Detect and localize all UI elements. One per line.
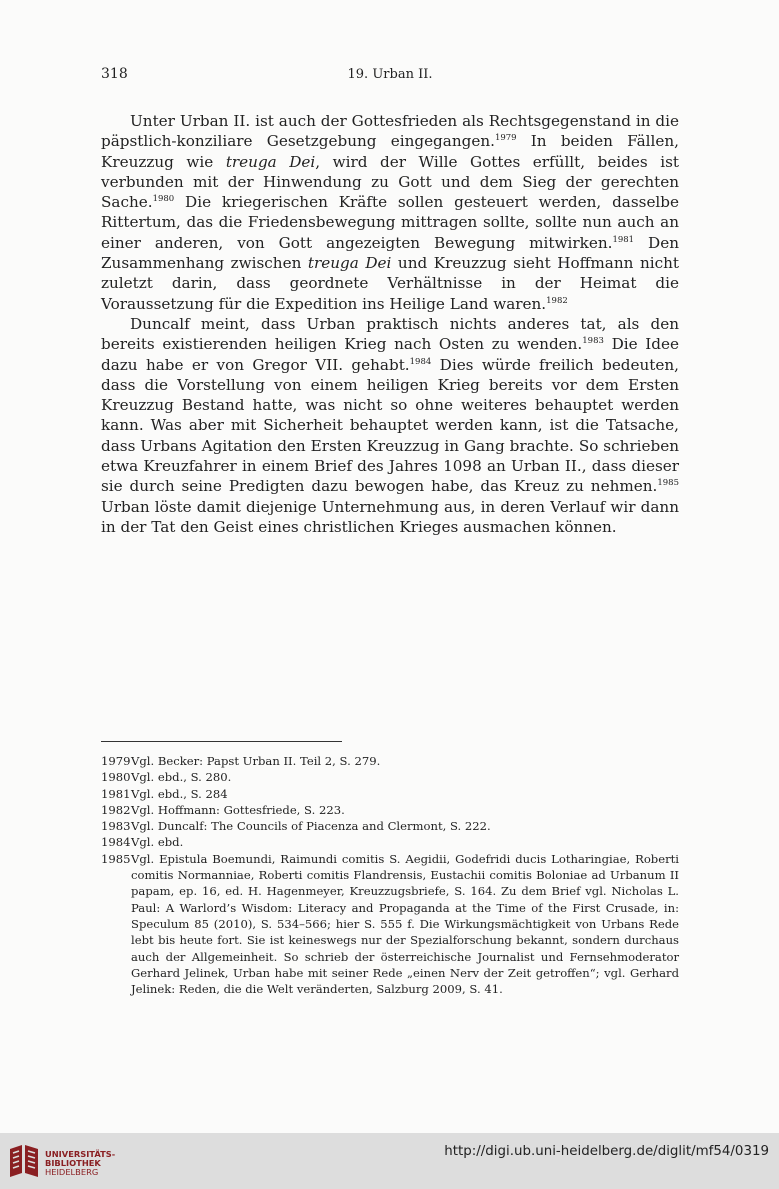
- italic-term: treuga Dei: [225, 152, 316, 171]
- footnote-number: 1979: [101, 754, 131, 768]
- page-number: 318: [101, 66, 128, 82]
- footnote-text: Vgl. ebd., S. 284: [131, 786, 228, 801]
- footnote-rule: [101, 741, 342, 742]
- italic-term: treuga Dei: [307, 254, 392, 273]
- footnote: [101, 753, 679, 769]
- footnote-ref[interactable]: 1981: [612, 234, 635, 245]
- footnote: [101, 818, 679, 834]
- footnote-ref[interactable]: 1980: [152, 194, 175, 205]
- footnote-text: Vgl. Epistula Boemundi, Raimundi comitis S. Aegidii, Godefridi ducis Lotharingiae, Roberti comitis Normanniae, Roberti comitis Flandrensis, Eustachii comitis Boloniae ad Urbanum II papam, ep. 16, ed. H. Hagenmeyer, Kreuzzugsbriefe, S. 164. Zu dem Brief vgl. Nicholas L. Paul: A Warlord’s Wisdom: Literacy and Propaganda at the Time of the First Crusade, in: Speculum 85 (2010), S. 534–566; hier S. 555 f. Die Wirkungsmächtigkeit von Urbans Rede lebt bis heute fort. Sie ist keineswegs nur der Spezialforschung bekannt, sondern durchaus auch der Allgemeinheit. So schrieb der österreichische Journalist und Fernsehmoderator Gerhard Jelinek, Urban habe mit seiner Rede „einen Nerv der Zeit getroffen“; vgl. Gerhard Jelinek: Reden, die die Welt veränderten, Salzburg 2009, S. 41.: [131, 851, 679, 997]
- running-head: [101, 66, 679, 86]
- text-span: Unter Urban II. ist auch der Gottesfrieden als Rechtsgegenstand in die päpstlich-konziliare Gesetzgebung eingegangen.: [101, 112, 679, 151]
- text-span: Die Idee dazu habe er von Gregor VII. gehabt.: [101, 335, 679, 374]
- text-span: In beiden Fällen, Kreuzzug wie: [101, 132, 679, 171]
- text-span: Urban löste damit diejenige Unternehmung aus, in deren Verlauf wir dann in der Tat den Geist eines christlichen Krieges ausmachen können.: [101, 497, 679, 536]
- text-span: Duncalf meint, dass Urban praktisch nichts anderes tat, als den bereits existierenden heiligen Krieg nach Osten zu wenden.: [101, 314, 679, 354]
- footnote-ref[interactable]: 1985: [657, 478, 679, 489]
- logo-line: UNIVERSITÄTS-: [45, 1149, 116, 1159]
- footnote-number: 1983: [101, 819, 131, 834]
- text-span: Die kriegerischen Kräfte sollen gesteuert werden, dasselbe Rittertum, das die Friedensbewegung mittragen sollte, sollte nun auch an einer anderen, von Gott angezeigten Bewegung mitwirken.: [101, 193, 679, 252]
- footnote-text: Vgl. Duncalf: The Councils of Piacenza and Clermont, S. 222.: [131, 819, 491, 834]
- logo-wordmark: [45, 1150, 115, 1178]
- logo-line: HEIDELBERG: [45, 1167, 99, 1178]
- permalink-url[interactable]: http://digi.ub.uni-heidelberg.de/diglit/mf54/0319: [444, 1144, 769, 1159]
- footnotes: [101, 753, 679, 997]
- logo-line: BIBLIOTHEK: [45, 1158, 101, 1169]
- footnote: [101, 786, 679, 802]
- footnote-number: 1980: [101, 770, 131, 785]
- footnote-text: Vgl. Becker: Papst Urban II. Teil 2, S. 279.: [131, 754, 381, 768]
- chapter-title: 19. Urban II.: [347, 67, 433, 82]
- bottom-bar: [0, 1133, 779, 1189]
- paragraph-1: [101, 111, 679, 314]
- body-text: [101, 111, 679, 537]
- library-emblem-icon: [8, 1143, 40, 1179]
- footnote-number: 1985: [101, 851, 131, 866]
- footnote: [101, 834, 679, 850]
- footnote: [101, 802, 679, 818]
- footnote-number: 1984: [101, 835, 131, 850]
- text-span: Den Zusammenhang zwischen: [101, 233, 679, 273]
- footnote-ref[interactable]: 1982: [546, 295, 568, 306]
- footnote-number: 1981: [101, 786, 131, 801]
- text-span: und Kreuzzug sieht Hoffmann nicht zuletzt darin, dass geordnete Verhältnisse in der Heimat die Voraussetzung für die Expedition ins Heilige Land waren.: [101, 254, 679, 313]
- footnote: [101, 769, 679, 785]
- text-span: , wird der Wille Gottes erfüllt, beides ist verbunden mit der Hinwendung zu Gott und dem Sieg der gerechten Sache.: [101, 152, 679, 212]
- paragraph-2: [101, 314, 679, 537]
- footnote-text: Vgl. ebd., S. 280.: [131, 770, 232, 785]
- footnote-ref[interactable]: 1984: [409, 356, 432, 367]
- footnote-ref[interactable]: 1979: [494, 133, 517, 144]
- library-logo[interactable]: [8, 1143, 128, 1183]
- text-span: Dies würde freilich bedeuten, dass die Vorstellung von einem heiligen Krieg bereits vor dem Ersten Kreuzzug Bestand hatte, was nicht so ohne weiteres behauptet werden kann. Was aber mit Sicherheit behauptet werden kann, ist die Tatsache, dass Urbans Agitation den Ersten Kreuzzug in Gang brachte. So schrieben etwa Kreuzfahrer in einem Brief des Jahres 1098 an Urban II., dass dieser sie durch seine Predigten dazu bewogen habe, das Kreuz zu nehmen.: [101, 355, 679, 496]
- footnote-text: Vgl. Hoffmann: Gottesfriede, S. 223.: [131, 802, 345, 817]
- footnote-number: 1982: [101, 802, 131, 817]
- footnote: [101, 851, 679, 998]
- footnote-ref[interactable]: 1983: [582, 336, 604, 347]
- footnote-text: Vgl. ebd.: [131, 835, 184, 850]
